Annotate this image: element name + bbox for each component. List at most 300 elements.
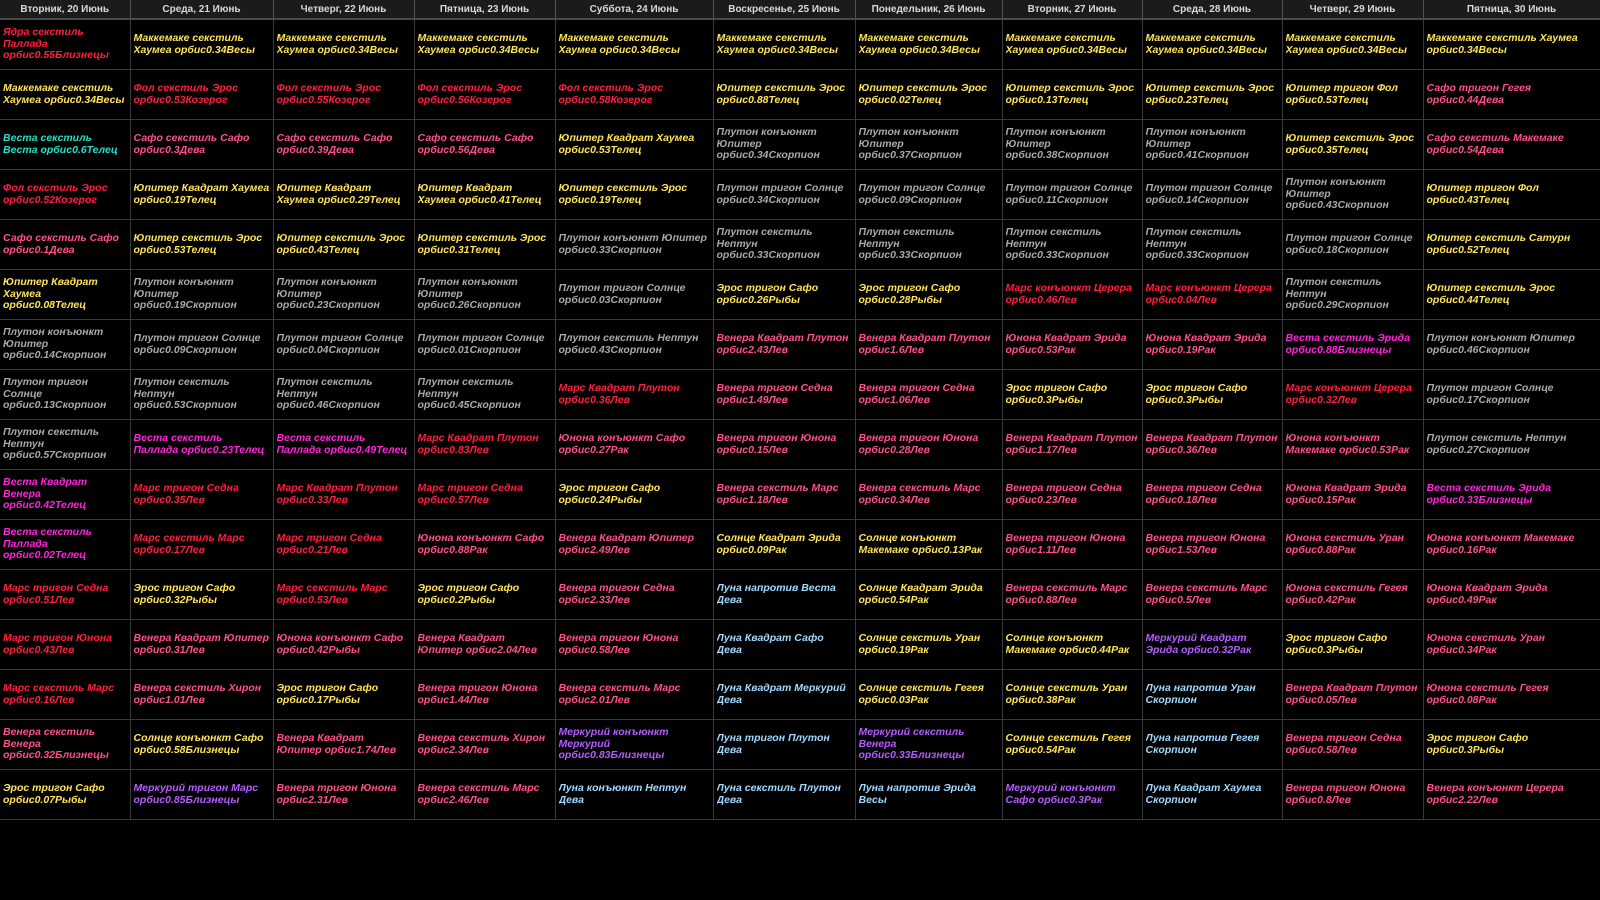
aspect-cell bbox=[1002, 370, 1142, 420]
aspect-cell bbox=[855, 720, 1002, 770]
table-row bbox=[0, 170, 1600, 220]
aspect-text: Луна Квадрат Меркурий Дева bbox=[716, 683, 846, 706]
aspect-cell bbox=[1002, 520, 1142, 570]
aspect-text: Эрос тригон Сафо орбис0.2Рыбы bbox=[417, 583, 520, 606]
aspect-text: Венера тригон Седна орбис0.58Лев bbox=[1285, 733, 1402, 756]
aspect-cell bbox=[713, 720, 855, 770]
aspect-cell bbox=[0, 720, 130, 770]
aspect-cell bbox=[414, 770, 555, 820]
aspect-cell bbox=[414, 220, 555, 270]
aspect-cell bbox=[130, 470, 273, 520]
aspect-cell bbox=[713, 520, 855, 570]
aspect-cell bbox=[1002, 170, 1142, 220]
aspect-text: Юнона секстиль Уран орбис0.34Рак bbox=[1426, 633, 1546, 656]
aspect-text: Плутон секстиль Нептун орбис0.33Скорпион bbox=[858, 227, 962, 262]
aspect-text: Солнце секстиль Гегея орбис0.54Рак bbox=[1005, 733, 1131, 756]
aspect-text: Юпитер секстиль Эрос орбис0.53Телец bbox=[133, 233, 263, 256]
aspect-text: Фол секстиль Эрос орбис0.53Козерог bbox=[133, 83, 239, 106]
table-row bbox=[0, 70, 1600, 120]
aspect-cell bbox=[555, 120, 713, 170]
aspect-cell bbox=[414, 70, 555, 120]
aspect-cell bbox=[130, 120, 273, 170]
aspect-text: Эрос тригон Сафо орбис0.3Рыбы bbox=[1005, 383, 1108, 406]
column-header-date: Воскресенье, 25 Июнь bbox=[713, 0, 855, 19]
aspect-text: Плутон секстиль Нептун орбис0.33Скорпион bbox=[1005, 227, 1109, 262]
aspect-text: Солнце Квадрат Эрида орбис0.09Рак bbox=[716, 533, 841, 556]
aspect-cell bbox=[855, 620, 1002, 670]
aspect-cell bbox=[1423, 370, 1600, 420]
aspect-text: Марс секстиль Марс орбис0.16Лев bbox=[3, 683, 115, 706]
aspect-cell bbox=[555, 670, 713, 720]
aspect-text: Юпитер тригон Фол орбис0.43Телец bbox=[1426, 183, 1539, 206]
aspect-cell bbox=[855, 320, 1002, 370]
aspect-cell bbox=[1142, 470, 1282, 520]
aspect-cell bbox=[555, 720, 713, 770]
aspect-text: Юпитер секстиль Сатурн орбис0.52Телец bbox=[1426, 233, 1571, 256]
aspect-cell bbox=[1002, 670, 1142, 720]
aspect-text: Меркурий Квадрат Эрида орбис0.32Рак bbox=[1145, 633, 1252, 656]
aspect-cell bbox=[130, 570, 273, 620]
aspect-cell bbox=[273, 320, 414, 370]
aspect-text: Плутон секстиль Нептун орбис0.27Скорпион bbox=[1426, 433, 1567, 456]
aspect-cell bbox=[555, 320, 713, 370]
aspect-cell bbox=[414, 370, 555, 420]
aspect-text: Юнона конъюнкт Сафо орбис0.27Рак bbox=[558, 433, 686, 456]
aspect-cell bbox=[273, 370, 414, 420]
aspect-text: Юпитер секстиль Эрос орбис0.35Телец bbox=[1285, 133, 1415, 156]
aspect-cell bbox=[555, 70, 713, 120]
aspect-cell bbox=[1142, 120, 1282, 170]
aspect-text: Венера тригон Юнона орбис0.28Лев bbox=[858, 433, 979, 456]
aspect-cell bbox=[0, 620, 130, 670]
aspect-cell bbox=[273, 520, 414, 570]
aspect-text: Солнце конъюнкт Сафо орбис0.58Близнецы bbox=[133, 733, 264, 756]
aspect-cell bbox=[555, 270, 713, 320]
aspect-cell bbox=[855, 570, 1002, 620]
aspect-text: Венера тригон Седна орбис1.06Лев bbox=[858, 383, 975, 406]
aspect-cell bbox=[1282, 770, 1423, 820]
aspect-text: Луна секстиль Плутон Дева bbox=[716, 783, 841, 806]
aspect-text: Маккемаке секстиль Хаумеа орбис0.34Весы bbox=[716, 33, 838, 56]
aspect-text: Плутон тригон Солнце орбис0.01Скорпион bbox=[417, 333, 545, 356]
aspect-text: Луна Квадрат Хаумеа Скорпион bbox=[1145, 783, 1262, 806]
aspect-text: Юнона конъюнкт Макемаке орбис0.53Рак bbox=[1285, 433, 1410, 456]
aspect-cell bbox=[1423, 620, 1600, 670]
aspect-cell bbox=[855, 19, 1002, 70]
aspect-cell bbox=[1423, 670, 1600, 720]
aspect-text: Венера секстиль Марс орбис2.46Лев bbox=[417, 783, 540, 806]
aspect-text: Юпитер Квадрат Хаумеа орбис0.41Телец bbox=[417, 183, 542, 206]
aspect-text: Маккемаке секстиль Хаумеа орбис0.34Весы bbox=[1285, 33, 1407, 56]
aspect-cell bbox=[855, 470, 1002, 520]
aspect-text: Плутон конъюнкт Юпитер орбис0.38Скорпион bbox=[1005, 127, 1109, 162]
aspect-text: Фол секстиль Эрос орбис0.56Козерог bbox=[417, 83, 523, 106]
aspect-cell bbox=[855, 670, 1002, 720]
aspect-text: Плутон секстиль Нептун орбис0.43Скорпион bbox=[558, 333, 699, 356]
table-body bbox=[0, 19, 1600, 820]
aspect-text: Венера секстиль Марс орбис0.88Лев bbox=[1005, 583, 1128, 606]
aspect-text: Венера Квадрат Юпитер орбис2.04Лев bbox=[417, 633, 538, 656]
aspect-text: Веста секстиль Эрида орбис0.88Близнецы bbox=[1285, 333, 1410, 356]
aspect-text: Юпитер секстиль Эрос орбис0.23Телец bbox=[1145, 83, 1275, 106]
aspect-cell bbox=[555, 570, 713, 620]
aspect-text: Веста секстиль Паллада орбис0.02Телец bbox=[3, 527, 92, 562]
aspect-cell bbox=[0, 520, 130, 570]
aspect-text: Венера Квадрат Плутон орбис0.36Лев bbox=[1145, 433, 1278, 456]
aspect-text: Сафо секстиль Сафо орбис0.1Дева bbox=[3, 233, 119, 256]
aspect-text: Юпитер Квадрат Хаумеа орбис0.08Телец bbox=[3, 277, 98, 312]
aspect-cell bbox=[1142, 70, 1282, 120]
aspect-cell bbox=[555, 620, 713, 670]
aspect-text: Меркурий тригон Марс орбис0.85Близнецы bbox=[133, 783, 259, 806]
aspect-cell bbox=[273, 570, 414, 620]
aspect-text: Плутон конъюнкт Юпитер орбис0.46Скорпион bbox=[1426, 333, 1575, 356]
aspect-text: Венера секстиль Хирон орбис2.34Лев bbox=[417, 733, 546, 756]
aspect-cell bbox=[1423, 19, 1600, 70]
aspect-cell bbox=[1002, 270, 1142, 320]
aspect-cell bbox=[130, 19, 273, 70]
aspect-text: Юпитер секстиль Эрос орбис0.88Телец bbox=[716, 83, 846, 106]
aspect-text: Венера секстиль Марс орбис0.34Лев bbox=[858, 483, 981, 506]
aspect-cell bbox=[1423, 220, 1600, 270]
aspect-cell bbox=[713, 770, 855, 820]
aspect-cell bbox=[1282, 470, 1423, 520]
table-row bbox=[0, 120, 1600, 170]
aspect-cell bbox=[713, 370, 855, 420]
aspect-cell bbox=[1282, 19, 1423, 70]
aspect-cell bbox=[1002, 570, 1142, 620]
aspect-text: Юпитер секстиль Эрос орбис0.43Телец bbox=[276, 233, 406, 256]
aspect-text: Маккемаке секстиль Хаумеа орбис0.34Весы bbox=[276, 33, 398, 56]
aspect-text: Веста секстиль Паллада орбис0.23Телец bbox=[133, 433, 265, 456]
aspect-cell bbox=[414, 19, 555, 70]
aspect-text: Юпитер секстиль Эрос орбис0.13Телец bbox=[1005, 83, 1135, 106]
aspect-text: Венера секстиль Марс орбис0.5Лев bbox=[1145, 583, 1268, 606]
aspect-text: Веста секстиль Веста орбис0.6Телец bbox=[3, 133, 118, 156]
aspect-text: Плутон тригон Солнце орбис0.09Скорпион bbox=[133, 333, 261, 356]
aspect-cell bbox=[1142, 620, 1282, 670]
aspect-cell bbox=[1423, 420, 1600, 470]
column-header-date: Пятница, 23 Июнь bbox=[414, 0, 555, 19]
aspect-text: Венера Квадрат Юпитер орбис1.74Лев bbox=[276, 733, 397, 756]
aspect-cell bbox=[713, 320, 855, 370]
aspect-cell bbox=[1282, 120, 1423, 170]
aspect-cell bbox=[0, 320, 130, 370]
aspect-cell bbox=[1282, 420, 1423, 470]
column-header-date: Вторник, 27 Июнь bbox=[1002, 0, 1142, 19]
aspect-text: Маккемаке секстиль Хаумеа орбис0.34Весы bbox=[3, 83, 125, 106]
aspect-cell bbox=[855, 520, 1002, 570]
aspect-text: Фол секстиль Эрос орбис0.52Козерог bbox=[3, 183, 108, 206]
aspect-text: Солнце Квадрат Эрида орбис0.54Рак bbox=[858, 583, 983, 606]
aspect-cell bbox=[0, 70, 130, 120]
aspect-cell bbox=[0, 420, 130, 470]
aspect-cell bbox=[1142, 19, 1282, 70]
aspect-text: Меркурий конъюнкт Сафо орбис0.3Рак bbox=[1005, 783, 1116, 806]
aspect-cell bbox=[713, 570, 855, 620]
aspect-cell bbox=[555, 170, 713, 220]
aspect-cell bbox=[1282, 170, 1423, 220]
aspect-text: Плутон тригон Солнце орбис0.13Скорпион bbox=[3, 377, 107, 412]
aspect-cell bbox=[1002, 470, 1142, 520]
aspect-text: Луна конъюнкт Нептун Дева bbox=[558, 783, 687, 806]
aspect-cell bbox=[713, 170, 855, 220]
aspect-cell bbox=[0, 270, 130, 320]
table-row bbox=[0, 520, 1600, 570]
aspect-text: Плутон конъюнкт Юпитер орбис0.14Скорпион bbox=[3, 327, 107, 362]
aspect-cell bbox=[273, 220, 414, 270]
aspect-text: Плутон секстиль Нептун орбис0.33Скорпион bbox=[1145, 227, 1249, 262]
aspect-cell bbox=[414, 470, 555, 520]
aspect-cell bbox=[273, 70, 414, 120]
aspect-cell bbox=[713, 120, 855, 170]
aspect-cell bbox=[414, 520, 555, 570]
aspect-cell bbox=[273, 120, 414, 170]
aspect-cell bbox=[0, 770, 130, 820]
column-header-date: Среда, 28 Июнь bbox=[1142, 0, 1282, 19]
aspect-text: Плутон конъюнкт Юпитер орбис0.33Скорпион bbox=[558, 233, 707, 256]
aspect-cell bbox=[855, 770, 1002, 820]
aspect-text: Солнце конъюнкт Макемаке орбис0.44Рак bbox=[1005, 633, 1130, 656]
aspect-text: Плутон тригон Солнце орбис0.09Скорпион bbox=[858, 183, 986, 206]
aspect-text: Маккемаке секстиль Хаумеа орбис0.34Весы bbox=[558, 33, 680, 56]
aspect-cell bbox=[855, 120, 1002, 170]
aspect-cell bbox=[0, 570, 130, 620]
aspect-text: Плутон тригон Солнце орбис0.04Скорпион bbox=[276, 333, 404, 356]
aspect-text: Венера Квадрат Юпитер орбис0.31Лев bbox=[133, 633, 269, 656]
aspect-cell bbox=[1142, 570, 1282, 620]
aspect-text: Сафо секстиль Сафо орбис0.56Дева bbox=[417, 133, 534, 156]
aspect-cell bbox=[414, 620, 555, 670]
aspect-text: Юнона секстиль Гегея орбис0.08Рак bbox=[1426, 683, 1549, 706]
aspect-cell bbox=[0, 120, 130, 170]
aspect-text: Марс тригон Седна орбис0.51Лев bbox=[3, 583, 109, 606]
aspect-cell bbox=[1002, 720, 1142, 770]
aspect-text: Меркурий секстиль Венера орбис0.33Близнецы bbox=[858, 727, 965, 762]
aspect-cell bbox=[1142, 370, 1282, 420]
aspect-cell bbox=[414, 670, 555, 720]
aspect-text: Венера секстиль Марс орбис2.01Лев bbox=[558, 683, 681, 706]
aspect-text: Марс секстиль Марс орбис0.17Лев bbox=[133, 533, 245, 556]
aspect-cell bbox=[1142, 670, 1282, 720]
aspect-cell bbox=[1282, 670, 1423, 720]
aspect-cell bbox=[1002, 70, 1142, 120]
aspect-cell bbox=[0, 670, 130, 720]
aspect-cell bbox=[855, 170, 1002, 220]
aspect-text: Луна напротив Эрида Весы bbox=[858, 783, 976, 806]
aspect-cell bbox=[1142, 420, 1282, 470]
table-row bbox=[0, 720, 1600, 770]
aspect-cell bbox=[1423, 270, 1600, 320]
aspect-text: Луна Квадрат Сафо Дева bbox=[716, 633, 824, 656]
aspect-cell bbox=[0, 220, 130, 270]
aspect-cell bbox=[1423, 120, 1600, 170]
aspect-text: Маккемаке секстиль Хаумеа орбис0.34Весы bbox=[1145, 33, 1267, 56]
aspect-text: Плутон конъюнкт Юпитер орбис0.41Скорпион bbox=[1145, 127, 1249, 162]
aspect-cell bbox=[414, 720, 555, 770]
aspect-text: Солнце конъюнкт Макемаке орбис0.13Рак bbox=[858, 533, 983, 556]
table-row bbox=[0, 370, 1600, 420]
aspect-cell bbox=[713, 220, 855, 270]
aspect-cell bbox=[555, 520, 713, 570]
aspect-cell bbox=[1282, 370, 1423, 420]
aspect-text: Эрос тригон Сафо орбис0.3Рыбы bbox=[1285, 633, 1388, 656]
aspect-text: Плутон конъюнкт Юпитер орбис0.23Скорпион bbox=[276, 277, 380, 312]
aspect-text: Юпитер секстиль Эрос орбис0.31Телец bbox=[417, 233, 547, 256]
aspect-text: Маккемаке секстиль Хаумеа орбис0.34Весы bbox=[1005, 33, 1127, 56]
aspect-text: Луна напротив Уран Скорпион bbox=[1145, 683, 1256, 706]
aspect-text: Венера тригон Седна орбис0.18Лев bbox=[1145, 483, 1262, 506]
aspect-text: Марс Квадрат Плутон орбис0.83Лев bbox=[417, 433, 539, 456]
aspect-cell bbox=[130, 170, 273, 220]
aspect-cell bbox=[555, 420, 713, 470]
aspect-cell bbox=[130, 670, 273, 720]
aspect-text: Плутон тригон Солнце орбис0.03Скорпион bbox=[558, 283, 686, 306]
aspect-cell bbox=[713, 670, 855, 720]
aspect-text: Юпитер секстиль Эрос орбис0.44Телец bbox=[1426, 283, 1556, 306]
aspect-text: Венера конъюнкт Церера орбис2.22Лев bbox=[1426, 783, 1564, 806]
aspect-cell bbox=[273, 670, 414, 720]
aspect-text: Юнона конъюнкт Сафо орбис0.42Рыбы bbox=[276, 633, 404, 656]
aspect-cell bbox=[130, 70, 273, 120]
aspect-text: Плутон конъюнкт Юпитер орбис0.26Скорпион bbox=[417, 277, 521, 312]
column-header-date: Пятница, 30 Июнь bbox=[1423, 0, 1600, 19]
aspect-cell bbox=[1423, 720, 1600, 770]
aspect-text: Юпитер секстиль Эрос орбис0.02Телец bbox=[858, 83, 988, 106]
aspect-text: Венера Квадрат Плутон орбис1.6Лев bbox=[858, 333, 991, 356]
aspect-text: Ядра секстиль Паллада орбис0.55Близнецы bbox=[3, 27, 109, 62]
table-row bbox=[0, 570, 1600, 620]
aspect-text: Плутон секстиль Нептун орбис0.57Скорпион bbox=[3, 427, 107, 462]
aspect-text: Эрос тригон Сафо орбис0.24Рыбы bbox=[558, 483, 661, 506]
aspect-text: Венера тригон Юнона орбис2.31Лев bbox=[276, 783, 397, 806]
aspect-text: Марс тригон Седна орбис0.35Лев bbox=[133, 483, 239, 506]
aspect-cell bbox=[1002, 320, 1142, 370]
aspect-text: Венера тригон Седна орбис2.33Лев bbox=[558, 583, 675, 606]
aspect-cell bbox=[1142, 770, 1282, 820]
aspect-cell bbox=[414, 570, 555, 620]
aspect-text: Солнце секстиль Уран орбис0.38Рак bbox=[1005, 683, 1128, 706]
aspect-cell bbox=[713, 420, 855, 470]
aspect-cell bbox=[414, 120, 555, 170]
aspect-cell bbox=[855, 370, 1002, 420]
aspect-text: Плутон конъюнкт Юпитер орбис0.19Скорпион bbox=[133, 277, 237, 312]
aspect-cell bbox=[713, 620, 855, 670]
aspect-cell bbox=[1142, 270, 1282, 320]
aspect-cell bbox=[1282, 520, 1423, 570]
aspect-cell bbox=[1423, 70, 1600, 120]
aspect-cell bbox=[273, 620, 414, 670]
aspect-text: Плутон конъюнкт Юпитер орбис0.43Скорпион bbox=[1285, 177, 1389, 212]
aspect-cell bbox=[713, 19, 855, 70]
aspect-cell bbox=[855, 220, 1002, 270]
aspect-text: Плутон секстиль Нептун орбис0.45Скорпион bbox=[417, 377, 521, 412]
aspect-text: Сафо тригон Гегея орбис0.44Дева bbox=[1426, 83, 1532, 106]
aspect-text: Юнона Квадрат Эрида орбис0.15Рак bbox=[1285, 483, 1407, 506]
aspect-cell bbox=[1142, 220, 1282, 270]
aspect-text: Юпитер Квадрат Хаумеа орбис0.29Телец bbox=[276, 183, 401, 206]
aspect-cell bbox=[1002, 420, 1142, 470]
aspect-text: Венера тригон Юнона орбис1.11Лев bbox=[1005, 533, 1126, 556]
table-row bbox=[0, 420, 1600, 470]
aspect-text: Веста Квадрат Венера орбис0.42Телец bbox=[3, 477, 88, 512]
aspect-text: Веста секстиль Паллада орбис0.49Телец bbox=[276, 433, 408, 456]
aspect-text: Юнона Квадрат Эрида орбис0.19Рак bbox=[1145, 333, 1267, 356]
aspect-text: Плутон секстиль Нептун орбис0.29Скорпион bbox=[1285, 277, 1389, 312]
table-row bbox=[0, 320, 1600, 370]
aspect-text: Юпитер Квадрат Хаумеа орбис0.19Телец bbox=[133, 183, 270, 206]
aspect-cell bbox=[1282, 570, 1423, 620]
aspect-text: Венера тригон Седна орбис0.23Лев bbox=[1005, 483, 1122, 506]
table-row bbox=[0, 470, 1600, 520]
aspect-text: Плутон тригон Солнце орбис0.14Скорпион bbox=[1145, 183, 1273, 206]
aspect-text: Юнона конъюнкт Макемаке орбис0.16Рак bbox=[1426, 533, 1575, 556]
aspect-cell bbox=[0, 470, 130, 520]
header-row bbox=[0, 0, 1600, 19]
aspect-cell bbox=[1282, 270, 1423, 320]
aspect-cell bbox=[0, 19, 130, 70]
aspect-cell bbox=[130, 320, 273, 370]
aspect-text: Эрос тригон Сафо орбис0.3Рыбы bbox=[1426, 733, 1529, 756]
aspect-text: Луна напротив Гегея Скорпион bbox=[1145, 733, 1260, 756]
aspect-cell bbox=[130, 520, 273, 570]
column-header-date: Суббота, 24 Июнь bbox=[555, 0, 713, 19]
aspect-cell bbox=[855, 70, 1002, 120]
aspect-text: Эрос тригон Сафо орбис0.32Рыбы bbox=[133, 583, 236, 606]
aspect-text: Венера Квадрат Юпитер орбис2.49Лев bbox=[558, 533, 694, 556]
aspect-text: Маккемаке секстиль Хаумеа орбис0.34Весы bbox=[1426, 33, 1578, 56]
aspect-text: Маккемаке секстиль Хаумеа орбис0.34Весы bbox=[858, 33, 980, 56]
aspect-text: Венера тригон Юнона орбис0.8Лев bbox=[1285, 783, 1406, 806]
aspect-text: Юнона Квадрат Эрида орбис0.53Рак bbox=[1005, 333, 1127, 356]
table-row bbox=[0, 270, 1600, 320]
aspect-cell bbox=[1423, 520, 1600, 570]
aspect-cell bbox=[0, 370, 130, 420]
aspect-text: Юнона конъюнкт Сафо орбис0.88Рак bbox=[417, 533, 545, 556]
aspect-cell bbox=[414, 270, 555, 320]
aspect-cell bbox=[1423, 770, 1600, 820]
aspect-text: Венера тригон Юнона орбис1.44Лев bbox=[417, 683, 538, 706]
aspect-text: Эрос тригон Сафо орбис0.17Рыбы bbox=[276, 683, 379, 706]
aspect-cell bbox=[1423, 170, 1600, 220]
aspect-cell bbox=[855, 270, 1002, 320]
aspect-cell bbox=[130, 420, 273, 470]
aspect-cell bbox=[1423, 570, 1600, 620]
aspect-text: Юпитер тригон Фол орбис0.53Телец bbox=[1285, 83, 1398, 106]
aspect-cell bbox=[1282, 70, 1423, 120]
aspect-cell bbox=[1142, 320, 1282, 370]
aspect-text: Сафо секстиль Сафо орбис0.3Дева bbox=[133, 133, 250, 156]
aspect-text: Эрос тригон Сафо орбис0.07Рыбы bbox=[3, 783, 105, 806]
aspect-text: Марс тригон Седна орбис0.21Лев bbox=[276, 533, 382, 556]
aspect-text: Венера тригон Юнона орбис1.53Лев bbox=[1145, 533, 1266, 556]
column-header-date: Среда, 21 Июнь bbox=[130, 0, 273, 19]
table-row bbox=[0, 770, 1600, 820]
aspect-cell bbox=[414, 170, 555, 220]
aspect-text: Марс Квадрат Плутон орбис0.36Лев bbox=[558, 383, 680, 406]
aspect-cell bbox=[273, 720, 414, 770]
table-row bbox=[0, 670, 1600, 720]
aspect-text: Марс тригон Седна орбис0.57Лев bbox=[417, 483, 523, 506]
aspect-cell bbox=[130, 770, 273, 820]
aspect-text: Веста секстиль Эрида орбис0.33Близнецы bbox=[1426, 483, 1551, 506]
aspect-cell bbox=[273, 470, 414, 520]
aspect-cell bbox=[1142, 170, 1282, 220]
aspect-text: Эрос тригон Сафо орбис0.3Рыбы bbox=[1145, 383, 1248, 406]
aspect-text: Юпитер секстиль Эрос орбис0.19Телец bbox=[558, 183, 688, 206]
aspect-text: Фол секстиль Эрос орбис0.55Козерог bbox=[276, 83, 382, 106]
aspect-cell bbox=[0, 170, 130, 220]
